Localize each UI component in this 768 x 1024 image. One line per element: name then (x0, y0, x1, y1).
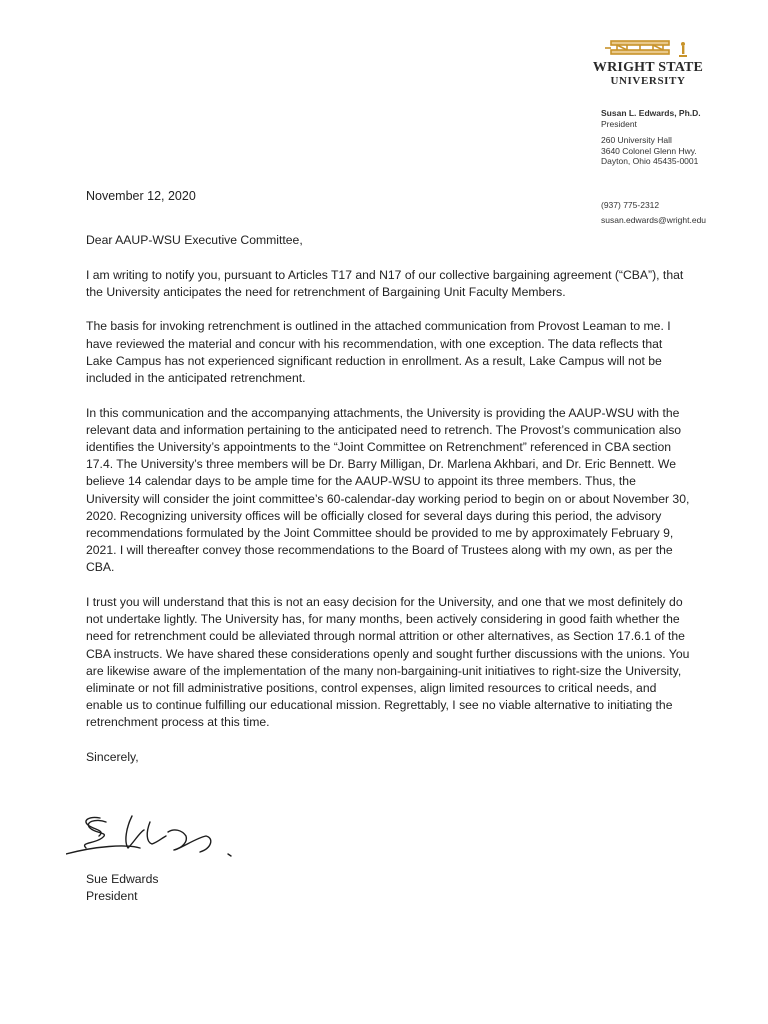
sender-phone: (937) 775-2312 (601, 199, 660, 210)
body-paragraph-1: I am writing to notify you, pursuant to Articles T17 and N17 of our collective bargaining agreement (“CBA”), that the University anticipates the need for retrenchment of Bargaining Unit Faculty Members. (86, 267, 684, 299)
closing: Sincerely, (86, 750, 139, 765)
university-wordmark (588, 60, 708, 87)
letter-date: November 12, 2020 (86, 189, 196, 203)
body-paragraph-4: I trust you will understand that this is not an easy decision for the University, and one that we most definitely do not undertake lightly. The University has, for many months, been actively considering in good faith whether the need for retrenchment could be alleviated through normal attrition or other alternatives, as Section 17.6.1 of the CBA instructs. We have shared these considerations openly and sought further discussions with the unions. You are likewise aware of the implementation of the many non-bargaining-unit initiatives to right-size the University, eliminate or not fill administrative positions, control expenses, align limited resources to critical needs, and enable us to continue fulfilling our educational mission. Regrettably, I see no viable alternative to initiating the retrenchment process at this time. (86, 595, 690, 730)
signer-name: Sue Edwards (86, 872, 159, 886)
signer-block (86, 871, 159, 905)
address-line-2: 3640 Colonel Glenn Hwy. (601, 145, 697, 156)
address-line-1: 260 University Hall (601, 135, 672, 145)
sender-name: Susan L. Edwards, Ph.D. (601, 108, 701, 118)
sender-contact-block (601, 108, 761, 226)
sender-address (601, 135, 761, 167)
letter-body (86, 232, 692, 784)
handwritten-signature-icon (66, 808, 246, 864)
university-logo (588, 38, 708, 87)
university-name-line2: UNIVERSITY (610, 75, 686, 87)
sender-email: susan.edwards@wright.edu (601, 215, 707, 225)
salutation: Dear AAUP-WSU Executive Committee, (86, 233, 303, 247)
sender-title: President (601, 118, 637, 129)
wright-state-biplane-logo-icon (605, 38, 691, 58)
body-paragraph-3: In this communication and the accompanying attachments, the University is providing the AAUP-WSU with the relevant data and information pertaining to the anticipated need to retrench. The Provost’s communication also identifies the University’s appointments to the “Joint Committee on Retrenchment” referenced in CBA section 17.4. The University’s three members will be Dr. Barry Milligan, Dr. Marlena Akhbari, and Dr. Eric Bennett. We believe 14 calendar days to be ample time for the AAUP-WSU to appoint its three members. Thus, the University will consider the joint committee’s 60-calendar-day working period to begin on or about November 30, 2020. Recognizing university offices will be officially closed for several days during this period, the advisory recommendations formulated by the Joint Committee should be provided to me by approximately February 9, 2021. I will thereafter convey those recommendations to the Board of Trustees along with my own, as per the CBA. (86, 405, 690, 575)
body-paragraph-2: The basis for invoking retrenchment is outlined in the attached communication from Provost Leaman to me. I have reviewed the material and concur with his recommendation, with one exception. The data reflects that Lake Campus has not experienced significant reduction in enrollment. As a result, Lake Campus will not be included in the anticipated retrenchment. (86, 319, 671, 385)
signer-title: President (86, 889, 138, 904)
address-line-3: Dayton, Ohio 45435-0001 (601, 156, 699, 166)
university-name-line1: WRIGHT STATE (592, 60, 704, 75)
